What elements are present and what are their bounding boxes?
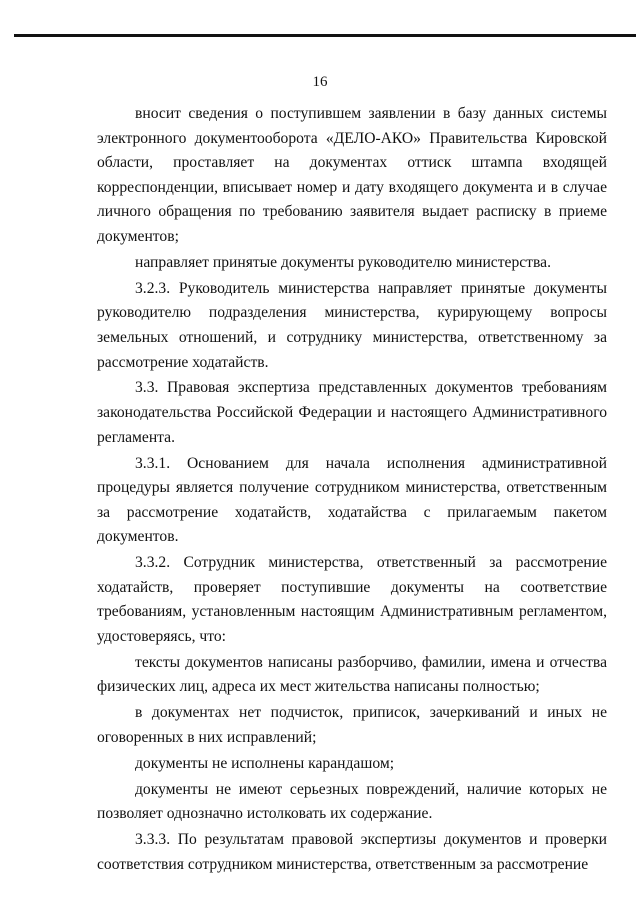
paragraph-3-3-1: 3.3.1. Основанием для начала исполнения административной процедуры является получение сотрудником министерства, ответственным за рассмотрение ходатайств, ходатайства с прилагаемым пакетом документов. (97, 454, 607, 546)
paragraph-forward-documents: направляет принятые документы руководителю министерства. (135, 253, 551, 271)
paragraph-intake-registration: вносит сведения о поступившем заявлении в базу данных системы электронного документооборота «ДЕЛО-АКО» Правительства Кировской области, проставляет на документах оттиск штампа входящей корреспонденции, вписывает номер и дату входящего документа и в случае личного обращения по требованию заявителя выдает расписку в приеме документов; (97, 105, 607, 245)
paragraph-check-damage: документы не имеют серьезных повреждений, наличие которых не позволяет однозначно истолковать их содержание. (97, 780, 607, 823)
top-rule (14, 34, 636, 37)
paragraph-3-3-2: 3.3.2. Сотрудник министерства, ответственный за рассмотрение ходатайств, проверяет поступившие документы на соответствие требованиям, установленным настоящим Административным регламентом, удостоверяясь, что: (97, 554, 607, 645)
paragraph-3-3-3: 3.3.3. По результатам правовой экспертизы документов и проверки соответствия сотрудником министерства, ответственным за рассмотрение (97, 831, 607, 873)
paragraph-3-2-3: 3.2.3. Руководитель министерства направляет принятые документы руководителю подразделения министерства, курирующему вопросы земельных отношений, и сотруднику министерства, ответственному за рассмотрение ходатайств. (97, 279, 607, 371)
paragraph-check-pencil: документы не исполнены карандашом; (135, 754, 395, 772)
paragraph-check-corrections: в документах нет подчисток, приписок, зачеркиваний и иных не оговоренных в них исправлений; (97, 704, 607, 746)
document-body (97, 102, 607, 879)
paragraph-3-3: 3.3. Правовая экспертиза представленных документов требованиям законодательства Российской Федерации и настоящего Административного регламента. (97, 379, 607, 446)
paragraph-check-legibility: тексты документов написаны разборчиво, фамилии, имена и отчества физических лиц, адреса их мест жительства написаны полностью; (97, 653, 607, 696)
page-number: 16 (312, 74, 328, 90)
